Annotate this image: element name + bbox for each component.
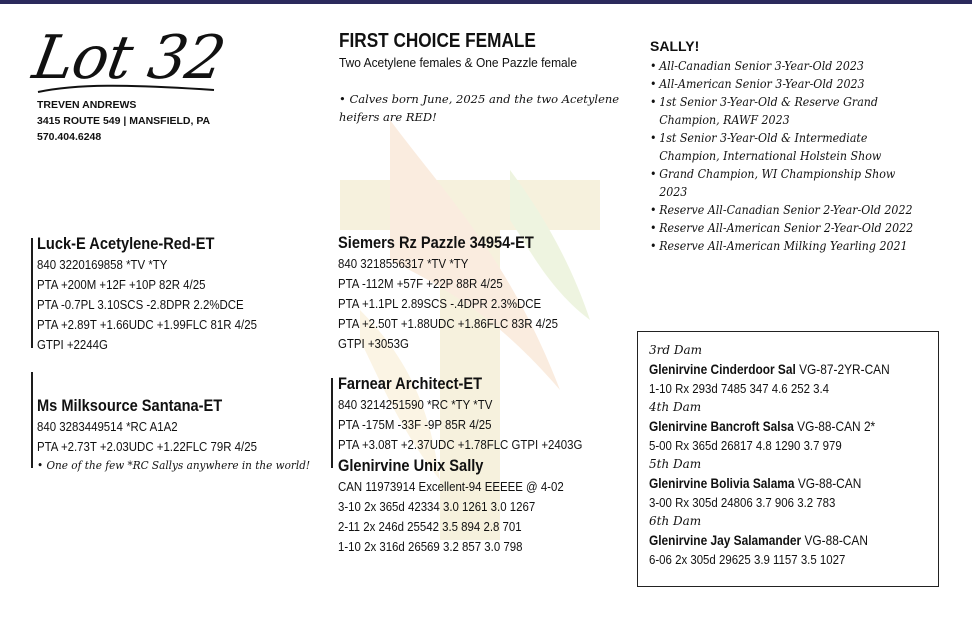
sire-bracket [31, 238, 33, 348]
dam-name: Glenirvine Bolivia Salama [649, 475, 795, 491]
sally-title: SALLY! [650, 38, 700, 54]
dam-line: 840 3283449514 *RC A1A2 [37, 419, 178, 434]
dam-label: 4th Dam [649, 400, 702, 414]
honor-item: • Grand Champion, WI Championship Show 2023 [650, 165, 926, 201]
dam-line: CAN 11973914 Excellent-94 EEEEE @ 4-02 [338, 479, 564, 494]
dam-class: VG-88-CAN [794, 475, 862, 491]
sire-line: PTA +2.50T +1.88UDC +1.86FLC 83R 4/25 [338, 316, 558, 331]
sally-honor-list [650, 57, 950, 255]
sire-name: Luck-E Acetylene-Red-ET [37, 234, 215, 253]
dam-line: 2-11 2x 246d 25542 3.5 894 2.8 701 [338, 519, 522, 534]
dam-class: VG-87-2YR-CAN [795, 361, 890, 377]
dam-class: VG-88-CAN [801, 532, 868, 548]
dam-class: VG-88-CAN 2* [793, 418, 876, 434]
dam-label: 6th Dam [649, 514, 702, 528]
dam-line: 3-10 2x 365d 42334 3.0 1261 3.0 1267 [338, 499, 536, 514]
dam-history-box [637, 331, 939, 587]
dam-name: Ms Milksource Santana-ET [37, 396, 223, 415]
sire-line: PTA +200M +12F +10P 82R 4/25 [37, 277, 206, 292]
sire-pazzle [338, 232, 588, 354]
sire-line: PTA +1.1PL 2.89SCS -.4DPR 2.3%DCE [338, 296, 542, 311]
dam-entry [649, 342, 938, 399]
dam-line: PTA +2.73T +2.03UDC +1.22FLC 79R 4/25 [37, 439, 257, 454]
top-border [0, 0, 972, 4]
dam-label: 3rd Dam [649, 343, 703, 357]
honor-item: • 1st Senior 3-Year-Old & Reserve Grand Champion, RAWF 2023 [650, 93, 926, 129]
honor-item: • Reserve All-American Milking Yearling 2021 [650, 237, 926, 255]
sire-line: GTPI +3053G [338, 336, 409, 351]
honor-item: • Reserve All-Canadian Senior 2-Year-Old 2022 [650, 201, 926, 219]
dam-santana [37, 395, 325, 475]
sire-line: 840 3220169858 *TV *TY [37, 257, 168, 272]
first-choice-title: FIRST CHOICE FEMALE [339, 30, 536, 52]
sire-acetylene [37, 233, 287, 355]
dam-name: Glenirvine Unix Sally [338, 456, 484, 475]
dam-record: 3-00 Rx 305d 24806 3.7 906 3.2 783 [649, 495, 836, 510]
owner-phone: 570.404.6248 [37, 131, 102, 143]
lot-title: Lot 32 [27, 23, 230, 93]
dam-label: 5th Dam [649, 457, 702, 471]
sire-line: PTA -112M +57F +22P 88R 4/25 [338, 276, 503, 291]
dam-unix-sally [338, 455, 595, 557]
first-choice-subtitle: Two Acetylene females & One Pazzle female [339, 55, 577, 70]
sire-line: PTA -175M -33F -9P 85R 4/25 [338, 417, 492, 432]
dam-line: 1-10 2x 316d 26569 3.2 857 3.0 798 [338, 539, 523, 554]
sally-honors [650, 38, 950, 255]
dam-name: Glenirvine Jay Salamander [649, 532, 802, 548]
sire-line: PTA +3.08T +2.37UDC +1.78FLC GTPI +2403G [338, 437, 583, 452]
dam-name: Glenirvine Cinderdoor Sal [649, 361, 796, 377]
dam-bracket [31, 372, 33, 468]
dam-entry [649, 456, 938, 513]
owner-info [37, 97, 210, 145]
sire-name: Siemers Rz Pazzle 34954-ET [338, 233, 534, 252]
sire-line: PTA -0.7PL 3.10SCS -2.8DPR 2.2%DCE [37, 297, 244, 312]
owner-name: TREVEN ANDREWS [37, 99, 137, 111]
dam-record: 6-06 2x 305d 29625 3.9 1157 3.5 1027 [649, 552, 846, 567]
dam-record: 5-00 Rx 365d 26817 4.8 1290 3.7 979 [649, 438, 842, 453]
honor-item: • All-American Senior 3-Year-Old 2023 [650, 75, 926, 93]
sire-line: 840 3218556317 *TV *TY [338, 256, 469, 271]
dam-record: 1-10 Rx 293d 7485 347 4.6 252 3.4 [649, 381, 830, 396]
honor-item: • All-Canadian Senior 3-Year-Old 2023 [650, 57, 926, 75]
dam-name: Glenirvine Bancroft Salsa [649, 418, 794, 434]
unix-bracket [331, 378, 333, 468]
sire-name: Farnear Architect-ET [338, 374, 483, 393]
owner-address: 3415 ROUTE 549 | MANSFIELD, PA [37, 115, 211, 127]
dam-entry [649, 399, 938, 456]
honor-item: • Reserve All-American Senior 2-Year-Old 2022 [650, 219, 926, 237]
sire-line: 840 3214251590 *RC *TY *TV [338, 397, 493, 412]
honor-item: • 1st Senior 3-Year-Old & Intermediate Champion, International Holstein Show [650, 129, 926, 165]
sire-architect [338, 373, 616, 455]
first-choice-note: • Calves born June, 2025 and the two Acetylene heifers are RED! [339, 92, 620, 124]
sire-line: PTA +2.89T +1.66UDC +1.99FLC 81R 4/25 [37, 317, 257, 332]
santana-note: • One of the few *RC Sallys anywhere in the world! [37, 459, 311, 472]
dam-entry [649, 513, 938, 570]
sire-line: GTPI +2244G [37, 337, 108, 352]
